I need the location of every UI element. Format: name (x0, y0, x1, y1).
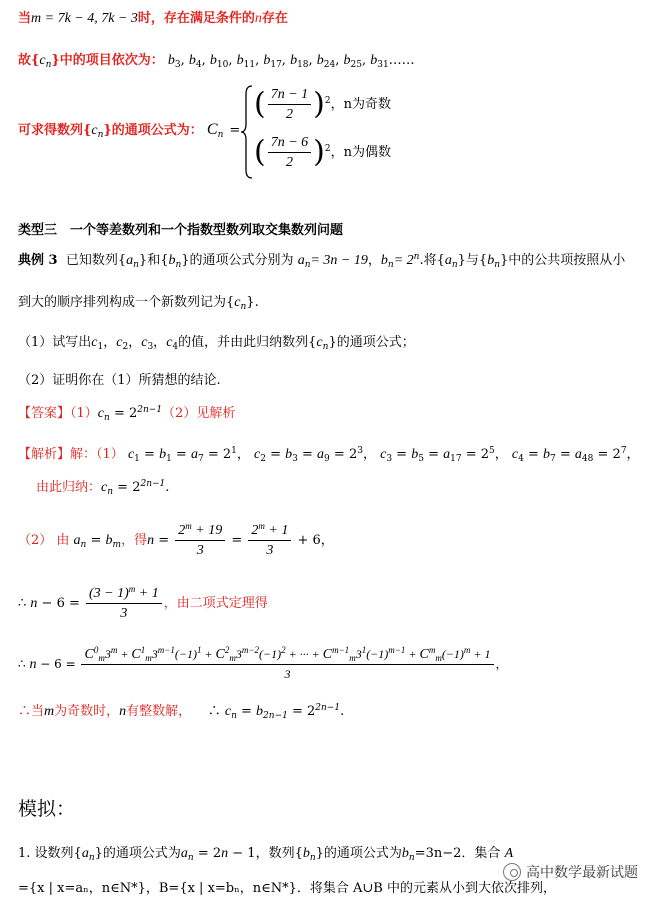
piecewise-brace (240, 84, 254, 180)
line-case-condition: 当m = 7k − 4, 7k − 3时，存在满足条件的n存在 (18, 11, 288, 26)
piecewise-case-even: ( $\frac{7n - 6}{2}$ )$^2$，n为偶数 (254, 134, 391, 170)
analysis-induction: 由此归纳：$c_n = 2^{2n-1}$. (36, 479, 170, 497)
analysis-step-binom: ∴ n − 6 = $\frac{(3 - 1)^m + 1}{3}$ ，由二项式定理得 (18, 584, 268, 621)
wechat-icon (503, 863, 521, 881)
line-sequence-terms: 故$\{c_n\}$中的项目依次为： $b_3$, $b_4$, $b_{10}$, $b_{11}$, $b_{17}$, $b_{18}$, $b_{24}$, $b_{25}$, $b_{31}\dots\dots$ (18, 53, 415, 70)
mock-heading: 模拟： (18, 798, 76, 820)
analysis-binom-expansion: ∴ n − 6 = $C^0_m3^m + C^1_m3^{m-1}(-1)^1 + C^2_m3^{m-2}(-1)^2$ + ··· + $C^{m-1}_m3^1(-1)^{m-1} + C^m_m(-1)^m + 1$ 3 ， (18, 645, 508, 681)
question-1: （1）试写出$c_1$，$c_2$，$c_3$，$c_4$的值，并由此归纳数列$\{c_n\}$的通项公式； (18, 335, 415, 352)
exercise-line-2: ={x | x=aₙ，n∈N*}，B={x | x=bₙ，n∈N*}．将集合 A∪B 中的元素从小到大依次排列， (18, 881, 556, 896)
example-line-2: 到大的顺序排列构成一个新数列记为$\{c_n\}$. (18, 295, 259, 312)
analysis-conclusion: ∴当m为奇数时，n有整数解， ∴ $c_n = b_{2n-1} = 2^{2n-1}$. (18, 703, 345, 721)
type-heading: 类型三 一个等差数列和一个指数型数列取交集数列问题 (18, 223, 344, 238)
analysis-part1: 【解析】解：（1） $c_1 = b_1 = a_7 = 2^1$， $c_2 = b_3 = a_9 = 2^3$， $c_3 = b_5 = a_{17} = 2^5$， $c_4 = b_7 = a_{48} = 2^7$， (18, 446, 640, 464)
exercise-line-1: 1. 设数列$\{a_n\}$的通项公式为$a_n = 2n - 1$，数列$\{b_n\}$的通项公式为$b_n=3n-2$．集合 A (18, 846, 514, 863)
line-piecewise-label: 可求得数列$\{c_n\}$的通项公式为： $C_n$ = (18, 121, 241, 140)
answer-line: 【答案】$(1)c_n = 2^{2n-1}(2)$见解析 (18, 405, 236, 423)
analysis-part2: （2） 由 $a_n = b_m$，得n = $\frac{2^m + 19}{3}$ = $\frac{2^m + 1}{3}$ + 6， (18, 521, 334, 558)
example-line-1: 典例 3 已知数列$\{a_n\}$和$\{b_n\}$的通项公式分别为 $a_n= 3n - 19$，$b_n= 2^n$.将$\{a_n\}$与$\{b_n\}$中的公共项按照从小 (18, 252, 626, 270)
watermark: 高中数学最新试题 (503, 862, 638, 882)
question-2: （2）证明你在（1）所猜想的结论. (18, 373, 221, 388)
piecewise-case-odd: ( $\frac{7n - 1}{2}$ )$^2$，n为奇数 (254, 86, 391, 122)
